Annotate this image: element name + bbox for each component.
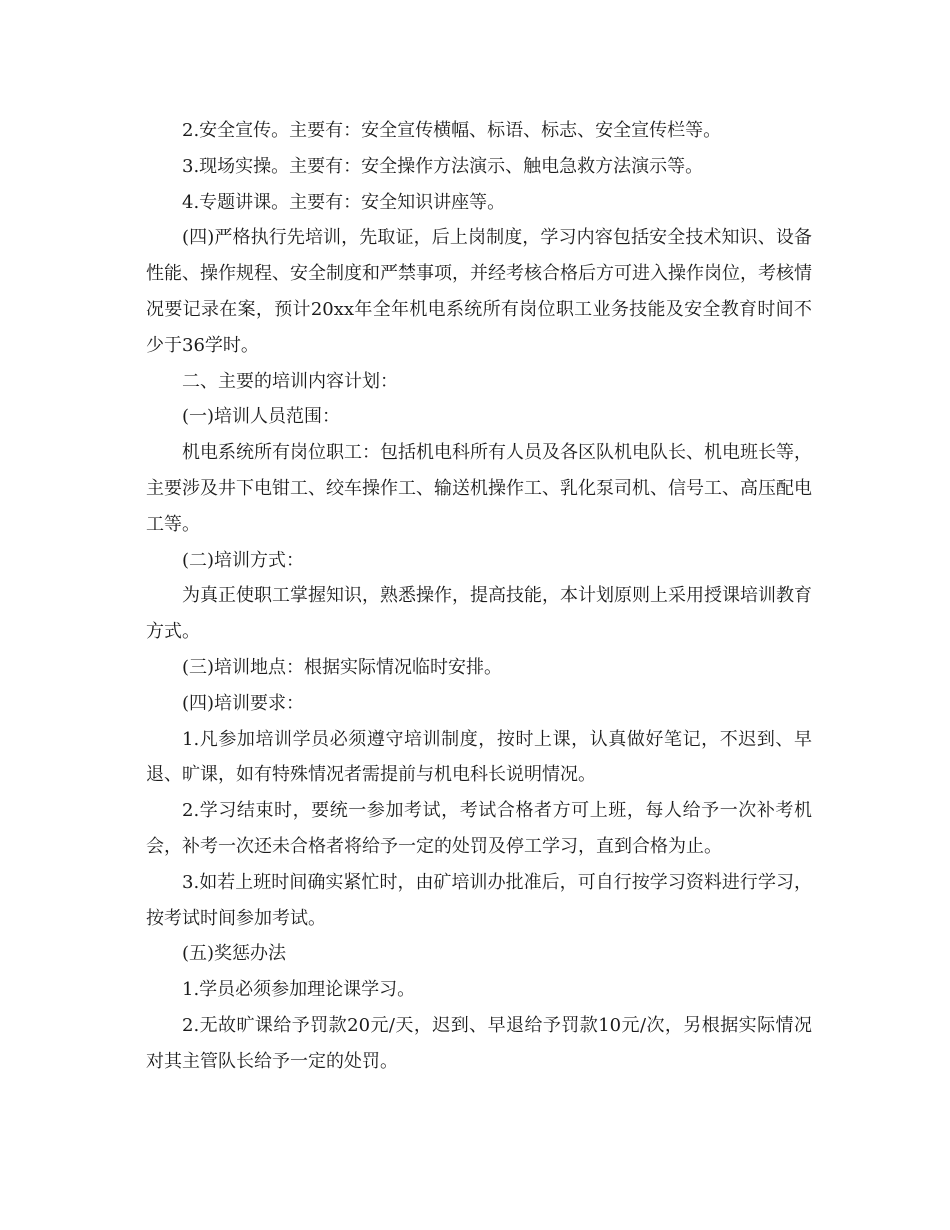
paragraph-reward-2: 2.无故旷课给予罚款20元/天，迟到、早退给予罚款10元/次，另根据实际情况对其主管队长给予一定的处罚。 bbox=[146, 1014, 812, 1072]
paragraph-lectures: 4.专题讲课。主要有：安全知识讲座等。 bbox=[182, 191, 506, 213]
subheading-training-requirements: (四)培训要求： bbox=[182, 692, 305, 714]
paragraph-requirement-1: 1.凡参加培训学员必须遵守培训制度，按时上课，认真做好笔记，不迟到、早退、旷课，如有特殊情况者需提前与机电科长说明情况。 bbox=[146, 728, 812, 786]
paragraph-training-method: 为真正使职工掌握知识，熟悉操作，提高技能，本计划原则上采用授课培训教育方式。 bbox=[146, 585, 812, 643]
paragraph-personnel-scope: 机电系统所有岗位职工：包括机电科所有人员及各区队机电队长、机电班长等，主要涉及井下电钳工、绞车操作工、输送机操作工、乳化泵司机、信号工、高压配电工等。 bbox=[146, 442, 812, 535]
paragraph-propaganda: 2.安全宣传。主要有：安全宣传横幅、标语、标志、安全宣传栏等。 bbox=[182, 120, 722, 141]
document-body bbox=[146, 113, 812, 1080]
section-heading-training-plan: 二、主要的培训内容计划： bbox=[182, 370, 398, 392]
paragraph-onsite-practice: 3.现场实操。主要有：安全操作方法演示、触电急救方法演示等。 bbox=[182, 155, 704, 177]
subheading-personnel-scope: (一)培训人员范围： bbox=[182, 406, 341, 428]
paragraph-training-location: (三)培训地点：根据实际情况临时安排。 bbox=[182, 656, 503, 678]
subheading-training-method: (二)培训方式： bbox=[182, 549, 305, 571]
paragraph-training-first: (四)严格执行先培训，先取证，后上岗制度，学习内容包括安全技术知识、设备性能、操作规程、安全制度和严禁事项，并经考核合格后方可进入操作岗位，考核情况要记录在案，预计20xx年全年机电系统所有岗位职工业务技能及安全教育时间不少于36学时。 bbox=[146, 227, 812, 356]
paragraph-requirement-3: 3.如若上班时间确实紧忙时，由矿培训办批准后，可自行按学习资料进行学习，按考试时间参加考试。 bbox=[146, 871, 812, 929]
subheading-rewards-penalties: (五)奖惩办法 bbox=[182, 943, 287, 965]
paragraph-reward-1: 1.学员必须参加理论课学习。 bbox=[182, 979, 416, 1001]
paragraph-requirement-2: 2.学习结束时，要统一参加考试，考试合格者方可上班，每人给予一次补考机会，补考一次还未合格者将给予一定的处罚及停工学习，直到合格为止。 bbox=[146, 800, 812, 857]
